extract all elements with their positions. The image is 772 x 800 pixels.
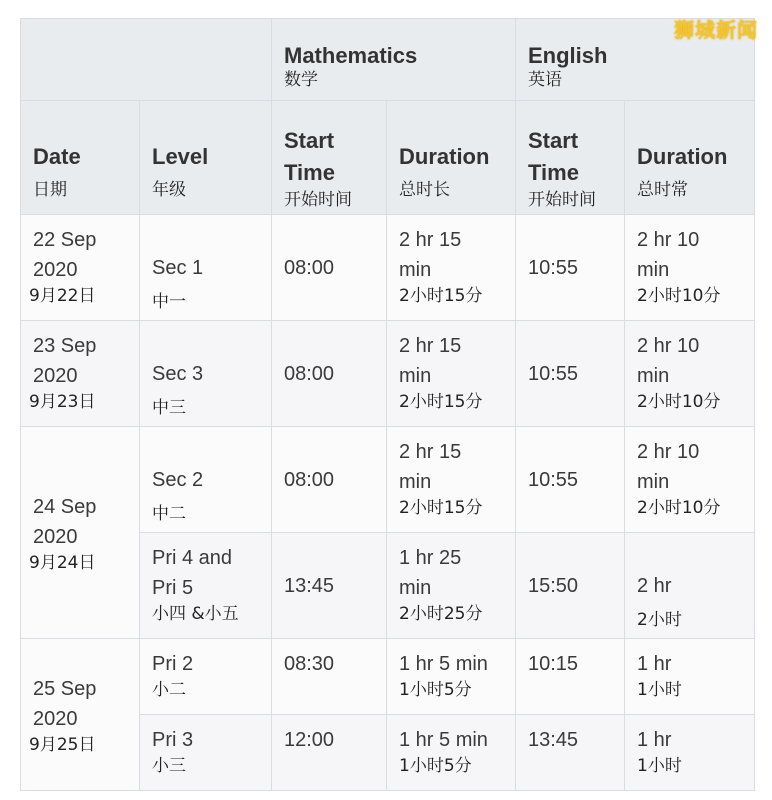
date-zh: 9月25日 (29, 734, 96, 755)
col-header-zh: 开始时间 (528, 190, 596, 210)
math-duration-cell (387, 321, 516, 427)
col-header-zh: 开始时间 (284, 190, 352, 210)
col-header-en: Level (152, 144, 209, 169)
eng-duration-zh: 2小时10分 (637, 498, 721, 518)
col-header-eng-duration (625, 101, 755, 215)
math-start-time: 13:45 (284, 575, 335, 597)
eng-duration-cell (625, 427, 755, 533)
table-row (21, 321, 755, 427)
schedule-table (20, 18, 755, 791)
subject-header-math (272, 19, 516, 101)
date-cell (21, 427, 140, 639)
level-zh: 中三 (152, 398, 186, 418)
level-en: Pri 4 and Pri 5 (152, 547, 233, 599)
math-duration-en: 2 hr 15 min (399, 229, 462, 281)
eng-duration-cell (625, 321, 755, 427)
col-header-zh: 年级 (152, 180, 186, 200)
date-en: 23 Sep 2020 (33, 335, 97, 387)
date-zh: 9月23日 (29, 392, 96, 412)
eng-duration-en: 2 hr (637, 575, 672, 597)
eng-duration-zh: 2小时10分 (637, 392, 721, 412)
subject-title-zh: 英语 (528, 70, 562, 90)
math-duration-cell (387, 533, 516, 639)
column-header-row (21, 101, 755, 215)
math-duration-zh: 2小时15分 (399, 392, 483, 412)
col-header-math-start (272, 101, 387, 215)
subject-header-row (21, 19, 755, 101)
eng-duration-zh: 2小时 (637, 610, 682, 630)
math-start-time: 08:00 (284, 363, 335, 385)
level-en: Sec 2 (152, 469, 204, 491)
math-duration-en: 1 hr 25 min (399, 547, 462, 599)
eng-duration-cell (625, 215, 755, 321)
col-header-zh: 总时常 (637, 180, 688, 200)
eng-start-time: 10:55 (528, 257, 579, 279)
date-en: 25 Sep 2020 (33, 677, 97, 730)
col-header-en: Duration (637, 144, 728, 169)
eng-duration-zh: 2小时10分 (637, 286, 721, 306)
level-en: Sec 3 (152, 363, 204, 385)
eng-duration-en: 2 hr 10 min (637, 229, 700, 281)
math-duration-cell (387, 427, 516, 533)
math-start-time: 08:00 (284, 257, 335, 279)
eng-duration-zh: 1小时 (637, 756, 682, 776)
math-start-cell (272, 715, 387, 791)
eng-duration-en: 2 hr 10 min (637, 335, 700, 387)
date-zh: 9月24日 (29, 552, 96, 573)
eng-start-time: 10:55 (528, 469, 579, 491)
date-zh: 9月22日 (29, 286, 96, 306)
date-cell (21, 639, 140, 791)
level-zh: 小二 (152, 680, 186, 700)
level-cell (140, 427, 272, 533)
col-header-en: Duration (399, 144, 490, 169)
eng-duration-cell (625, 715, 755, 791)
col-header-en: Start Time (528, 128, 579, 185)
math-start-cell (272, 321, 387, 427)
eng-duration-cell (625, 639, 755, 715)
math-duration-en: 1 hr 5 min (399, 729, 488, 751)
eng-start-time: 10:15 (528, 653, 579, 675)
date-en: 24 Sep 2020 (33, 495, 97, 548)
col-header-eng-start (516, 101, 625, 215)
math-duration-zh: 1小时5分 (399, 680, 472, 700)
watermark-logo: 狮城新闻 (674, 18, 758, 42)
subject-title-zh: 数学 (284, 70, 318, 90)
math-duration-zh: 2小时25分 (399, 604, 483, 624)
eng-start-cell (516, 639, 625, 715)
math-duration-en: 1 hr 5 min (399, 653, 488, 675)
math-duration-cell (387, 215, 516, 321)
table-row (21, 427, 755, 533)
col-header-en: Start Time (284, 128, 335, 185)
math-start-time: 08:00 (284, 469, 335, 491)
level-cell (140, 215, 272, 321)
col-header-en: Date (33, 144, 81, 169)
subject-title-en: Mathematics (284, 43, 418, 68)
math-start-cell (272, 215, 387, 321)
eng-start-cell (516, 533, 625, 639)
math-duration-cell (387, 639, 516, 715)
table-row (21, 639, 755, 715)
math-start-time: 12:00 (284, 729, 335, 751)
math-duration-en: 2 hr 15 min (399, 335, 462, 387)
header-blank (21, 19, 272, 101)
math-duration-zh: 1小时5分 (399, 756, 472, 776)
subject-title-en: English (528, 43, 608, 68)
eng-duration-en: 1 hr (637, 729, 672, 751)
col-header-date (21, 101, 140, 215)
eng-start-cell (516, 215, 625, 321)
col-header-level (140, 101, 272, 215)
level-zh: 中一 (152, 292, 186, 312)
date-en: 22 Sep 2020 (33, 229, 97, 281)
math-start-cell (272, 427, 387, 533)
level-zh: 小三 (152, 756, 186, 776)
exam-schedule (20, 18, 754, 788)
level-en: Pri 3 (152, 729, 194, 751)
date-cell (21, 215, 140, 321)
eng-duration-en: 1 hr (637, 653, 672, 675)
eng-duration-en: 2 hr 10 min (637, 441, 700, 493)
math-start-cell (272, 639, 387, 715)
eng-start-cell (516, 321, 625, 427)
date-cell (21, 321, 140, 427)
eng-start-cell (516, 715, 625, 791)
table-row (21, 215, 755, 321)
eng-start-cell (516, 427, 625, 533)
level-cell (140, 533, 272, 639)
math-duration-zh: 2小时15分 (399, 498, 483, 518)
level-zh: 中二 (152, 504, 186, 524)
math-start-time: 08:30 (284, 653, 335, 675)
level-cell (140, 321, 272, 427)
level-cell (140, 715, 272, 791)
level-cell (140, 639, 272, 715)
math-duration-zh: 2小时15分 (399, 286, 483, 306)
math-duration-cell (387, 715, 516, 791)
col-header-math-duration (387, 101, 516, 215)
math-duration-en: 2 hr 15 min (399, 441, 462, 493)
eng-duration-zh: 1小时 (637, 680, 682, 700)
eng-duration-cell (625, 533, 755, 639)
level-zh: 小四 &小五 (152, 604, 239, 624)
math-start-cell (272, 533, 387, 639)
eng-start-time: 13:45 (528, 729, 579, 751)
level-en: Pri 2 (152, 653, 194, 675)
col-header-zh: 日期 (33, 180, 67, 200)
eng-start-time: 10:55 (528, 363, 579, 385)
eng-start-time: 15:50 (528, 575, 579, 597)
col-header-zh: 总时长 (399, 180, 450, 200)
level-en: Sec 1 (152, 257, 204, 279)
